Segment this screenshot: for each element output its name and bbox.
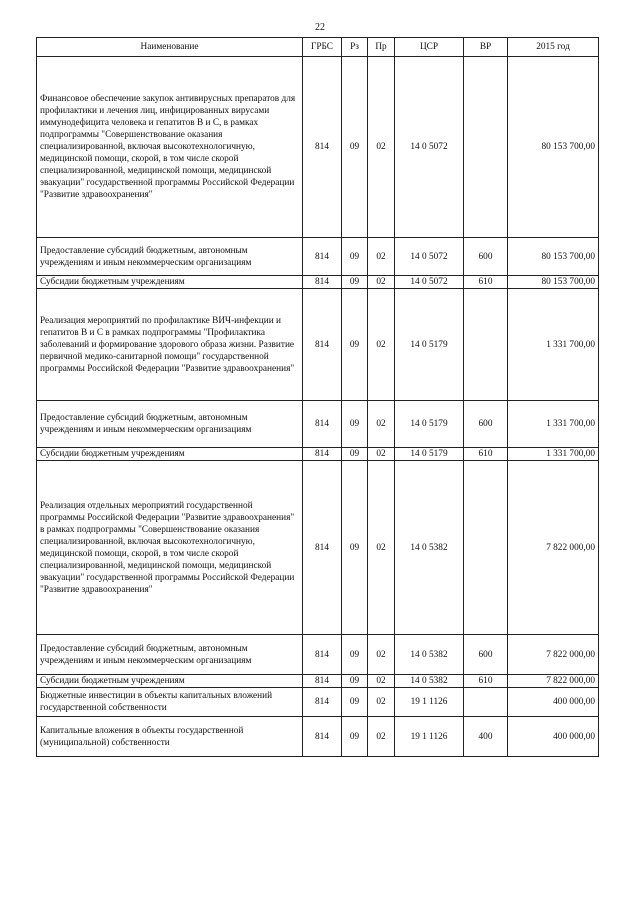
row-pr: 02 [368,289,395,401]
row-pr: 02 [368,57,395,238]
row-csr: 14 0 5072 [395,238,464,276]
header-vr: ВР [464,38,508,57]
row-vr: 600 [464,238,508,276]
table-row [37,57,599,238]
row-name: Капитальные вложения в объекты государственной (муниципальной) собственности [37,717,303,757]
header-rz: Рз [342,38,368,57]
row-pr: 02 [368,717,395,757]
row-rz: 09 [342,717,368,757]
row-rz: 09 [342,401,368,448]
row-csr: 14 0 5179 [395,448,464,461]
row-amount: 400 000,00 [508,717,599,757]
row-vr: 610 [464,448,508,461]
row-csr: 14 0 5382 [395,635,464,675]
row-name: Бюджетные инвестиции в объекты капитальных вложений государственной собственности [37,688,303,717]
row-pr: 02 [368,448,395,461]
row-vr: 400 [464,717,508,757]
row-vr: 600 [464,401,508,448]
row-vr [464,57,508,238]
row-vr: 600 [464,635,508,675]
header-grbs: ГРБС [303,38,342,57]
row-vr [464,289,508,401]
table-row [37,717,599,757]
row-csr: 19 1 1126 [395,688,464,717]
table-row [37,276,599,289]
row-name: Финансовое обеспечение закупок антивирусных препаратов для профилактики и лечения лиц, инфицированных вирусами иммунодефицита человека и гепатитов В и С, в рамках подпрограммы "Совершенствование оказания специализированной, включая высокотехнологичную, медицинской помощи, скорой, в том числе скорой специализированной, медицинской помощи, медицинской эвакуации" государственной программы Российской Федерации "Развитие здравоохранения" [37,57,303,238]
row-rz: 09 [342,238,368,276]
row-pr: 02 [368,461,395,635]
row-rz: 09 [342,688,368,717]
row-rz: 09 [342,448,368,461]
row-amount: 1 331 700,00 [508,401,599,448]
row-name: Субсидии бюджетным учреждениям [37,675,303,688]
row-vr: 610 [464,675,508,688]
row-name: Реализация мероприятий по профилактике ВИЧ-инфекции и гепатитов В и С в рамках подпрограммы "Профилактика заболеваний и формирование здорового образа жизни. Развитие первичной медико-санитарной помощи" государственной программы Российской Федерации "Развитие здравоохранения" [37,289,303,401]
row-amount: 7 822 000,00 [508,675,599,688]
row-grbs: 814 [303,717,342,757]
header-row [37,38,599,57]
header-name: Наименование [37,38,303,57]
row-pr: 02 [368,688,395,717]
table-row [37,675,599,688]
row-grbs: 814 [303,401,342,448]
header-year: 2015 год [508,38,599,57]
row-name: Предоставление субсидий бюджетным, автономным учреждениям и иным некоммерческим организациям [37,635,303,675]
row-grbs: 814 [303,57,342,238]
row-amount: 80 153 700,00 [508,238,599,276]
row-amount: 400 000,00 [508,688,599,717]
row-amount: 80 153 700,00 [508,276,599,289]
row-grbs: 814 [303,238,342,276]
row-rz: 09 [342,635,368,675]
row-vr: 610 [464,276,508,289]
table-row [37,448,599,461]
table-row [37,635,599,675]
row-csr: 14 0 5179 [395,401,464,448]
row-amount: 7 822 000,00 [508,635,599,675]
table-row [37,289,599,401]
row-pr: 02 [368,675,395,688]
row-csr: 14 0 5072 [395,57,464,238]
header-csr: ЦСР [395,38,464,57]
row-name: Предоставление субсидий бюджетным, автономным учреждениям и иным некоммерческим организациям [37,401,303,448]
row-grbs: 814 [303,688,342,717]
row-grbs: 814 [303,461,342,635]
row-rz: 09 [342,461,368,635]
row-grbs: 814 [303,675,342,688]
row-grbs: 814 [303,635,342,675]
table-row [37,238,599,276]
row-rz: 09 [342,276,368,289]
row-csr: 14 0 5382 [395,675,464,688]
row-name: Предоставление субсидий бюджетным, автономным учреждениям и иным некоммерческим организациям [37,238,303,276]
row-amount: 7 822 000,00 [508,461,599,635]
row-pr: 02 [368,276,395,289]
row-csr: 14 0 5179 [395,289,464,401]
row-pr: 02 [368,635,395,675]
row-name: Субсидии бюджетным учреждениям [37,448,303,461]
row-name: Реализация отдельных мероприятий государственной программы Российской Федерации "Развитие здравоохранения" в рамках подпрограммы "Совершенствование оказания специализированной, включая высокотехнологичную, медицинской помощи, скорой, в том числе скорой специализированной, медицинской помощи, медицинской эвакуации" государственной программы Российской Федерации "Развитие здравоохранения" [37,461,303,635]
row-csr: 14 0 5072 [395,276,464,289]
row-pr: 02 [368,401,395,448]
row-rz: 09 [342,675,368,688]
row-grbs: 814 [303,276,342,289]
row-csr: 14 0 5382 [395,461,464,635]
row-rz: 09 [342,289,368,401]
row-name: Субсидии бюджетным учреждениям [37,276,303,289]
budget-table [36,37,599,757]
table-row [37,401,599,448]
row-grbs: 814 [303,289,342,401]
row-csr: 19 1 1126 [395,717,464,757]
row-amount: 1 331 700,00 [508,289,599,401]
row-vr [464,688,508,717]
table-row [37,461,599,635]
table-row [37,688,599,717]
row-vr [464,461,508,635]
row-amount: 80 153 700,00 [508,57,599,238]
row-amount: 1 331 700,00 [508,448,599,461]
row-grbs: 814 [303,448,342,461]
row-rz: 09 [342,57,368,238]
page-number: 22 [315,22,325,33]
header-pr: Пр [368,38,395,57]
row-pr: 02 [368,238,395,276]
